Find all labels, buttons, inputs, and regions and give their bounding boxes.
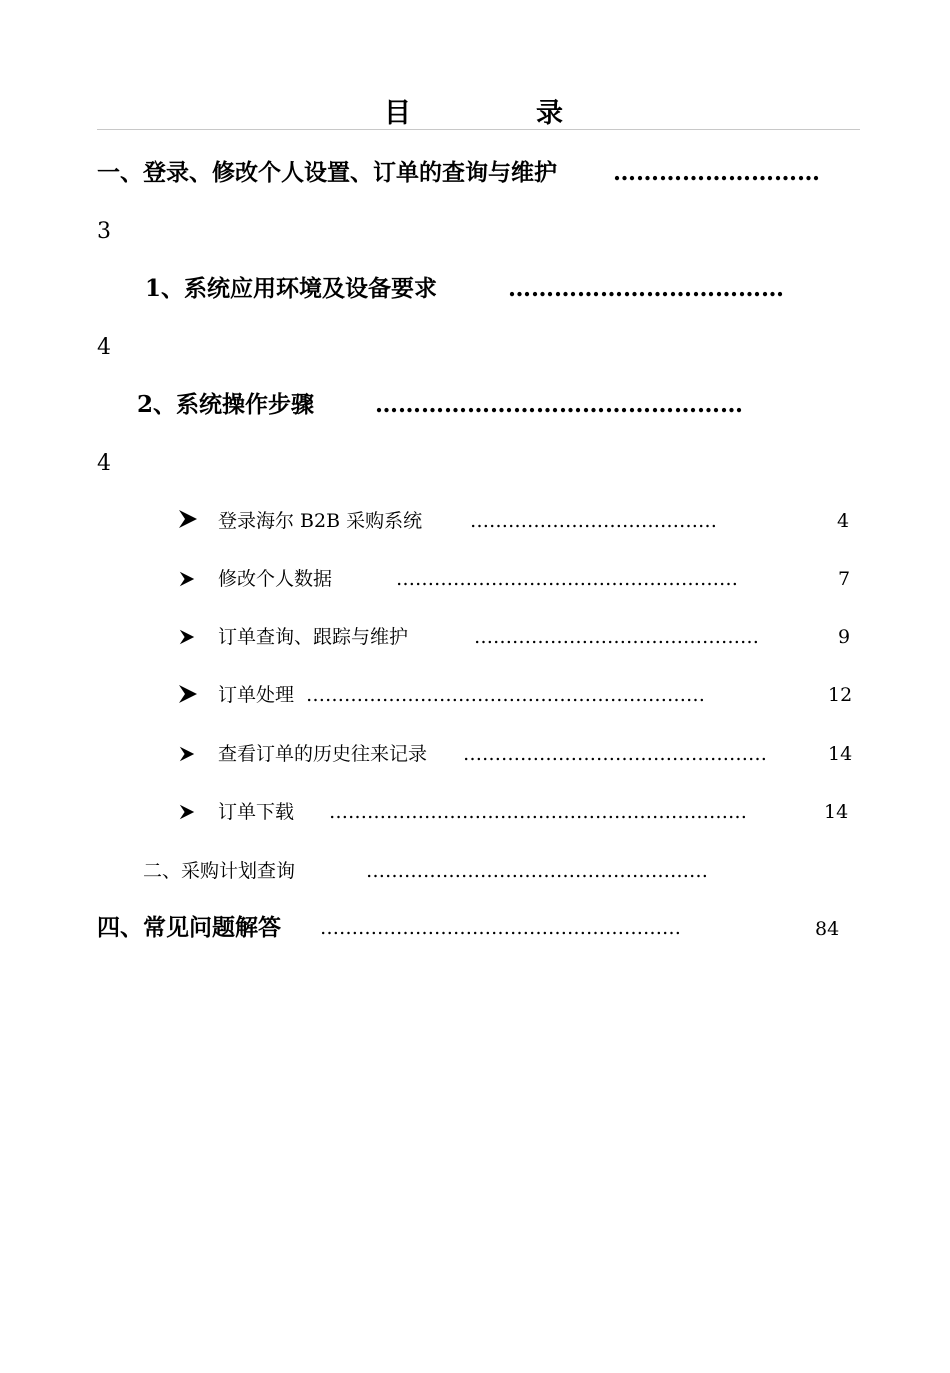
toc-entry-page: 7: [838, 568, 851, 590]
toc-entry-page: 9: [838, 626, 851, 648]
arrow-bullet-icon: [178, 684, 198, 704]
toc-entry-page: 4: [97, 451, 111, 476]
toc-title-right: 录: [536, 98, 563, 129]
toc-entry-label: 二、采购计划查询: [143, 860, 296, 882]
toc-entry-page: 3: [97, 219, 111, 244]
toc-entry-page: 14: [828, 743, 853, 765]
arrow-bullet-icon: [179, 571, 195, 587]
toc-entry-leader: …………………………………………………: [320, 917, 681, 939]
toc-entry-label: 1、系统应用环境及设备要求: [145, 275, 438, 302]
toc-entry-label: 订单查询、跟踪与维护: [218, 626, 409, 648]
toc-entry-leader: …………………………………………: [463, 743, 767, 765]
arrow-bullet-icon: [178, 509, 198, 529]
toc-entry-label: 一、登录、修改个人设置、订单的查询与维护: [97, 159, 557, 186]
toc-entry-page: 14: [824, 801, 849, 823]
toc-entry-leader: …………………………………: [470, 510, 717, 532]
arrow-bullet-icon: [179, 746, 195, 762]
toc-entry-page: 12: [828, 684, 853, 706]
toc-entry-leader: ………………………………………………: [396, 568, 738, 590]
toc-entry-label: 查看订单的历史往来记录: [218, 743, 428, 765]
toc-entry-leader: ………………………………………………………: [306, 684, 705, 706]
toc-entry-leader: ………………………………: [508, 275, 784, 302]
arrow-bullet-icon: [179, 629, 195, 645]
toc-entry-label: 登录海尔 B2B 采购系统: [218, 510, 423, 532]
toc-entry-leader: …………………………………………………………: [329, 801, 747, 823]
toc-entry-label: 四、常见问题解答: [97, 914, 281, 941]
toc-entry-leader: ………………………: [613, 159, 820, 186]
toc-title-left: 目: [384, 98, 411, 129]
toc-entry-leader: ………………………………………………: [366, 860, 708, 882]
arrow-bullet-icon: [179, 804, 195, 820]
toc-entry-label: 2、系统操作步骤: [137, 391, 315, 418]
toc-entry-page: 84: [815, 918, 840, 940]
toc-entry-leader: …………………………………………: [375, 391, 743, 418]
toc-entry-label: 订单处理: [218, 684, 295, 706]
toc-entry-page: 4: [97, 335, 111, 360]
title-divider: [97, 129, 860, 130]
toc-entry-label: 修改个人数据: [218, 568, 333, 590]
toc-entry-page: 4: [837, 510, 850, 532]
toc-entry-label: 订单下载: [218, 801, 295, 823]
toc-entry-leader: ………………………………………: [474, 626, 759, 648]
